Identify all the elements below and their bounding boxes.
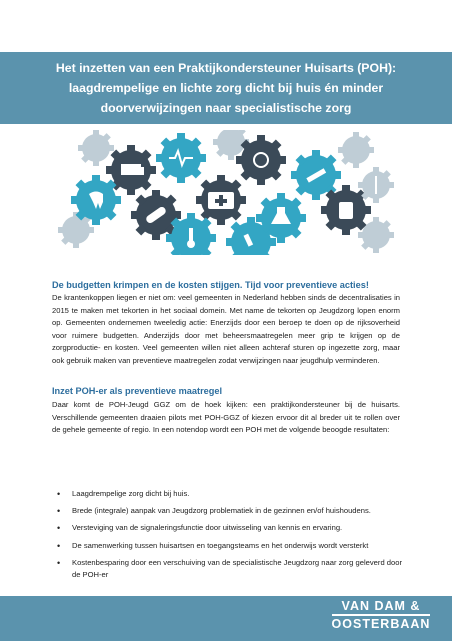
- section-paragraph-poh: Daar komt de POH-Jeugd GGZ om de hoek kijken: een praktijkondersteuner bij de huisarts. Verschillende gemeenten draaien pilots met POH-GGZ of kiezen ervoor dit al breder uit te rollen over de gehele gemeente of regio. In een notendop wordt een POH met de volgende beoogde resultaten:: [52, 400, 400, 435]
- heart-monitor-icon: [156, 133, 206, 183]
- medical-kit-icon: [196, 175, 246, 225]
- page-title: Het inzetten van een Praktijkondersteuner Huisarts (POH): laagdrempelige en lichte zorg dicht bij huis én minder doorverwijzingen naar specialistische zorg: [55, 61, 397, 115]
- bullet-icon: •: [57, 506, 61, 517]
- logo-line-1: VAN DAM &: [341, 599, 421, 613]
- pills-icon: [321, 185, 371, 235]
- list-item: • Laagdrempelige zorg dicht bij huis.: [57, 489, 190, 499]
- logo-divider: [332, 614, 430, 616]
- section-heading-poh: Inzet POH-er als preventieve maatregel: [52, 386, 223, 396]
- list-item: • Kostenbesparing door een verschuiving van de specialistische Jeugdzorg naar zorg geleverd door de POH-er: [57, 557, 402, 580]
- bullet-icon: •: [57, 557, 61, 568]
- bullet-icon: •: [57, 489, 61, 499]
- caduceus-icon: [358, 167, 394, 203]
- list-item: • De samenwerking tussen huisartsen en toegangsteams en het onderwijs wordt versterkt: [57, 540, 369, 551]
- bullet-icon: •: [57, 523, 61, 534]
- tooth-icon: [71, 175, 121, 225]
- logo-line-2: OOSTERBAAN: [331, 617, 431, 631]
- list-item: • Brede (integrale) aanpak van Jeugdzorg problematiek in de gezinnen en/of huishoudens.: [57, 506, 371, 517]
- stethoscope-icon: [236, 135, 286, 185]
- bullet-icon: •: [57, 540, 61, 551]
- section-paragraph-budgets: De krantenkoppen liegen er niet om: veel gemeenten in Nederland hebben sinds de decentralisaties in 2015 te maken met tekorten in het sociaal domein. Met name de tekorten op Jeugdzorg lopen enorm op. Gemeenten ondernemen tweeledig actie: Enerzijds door een beroep te doen op de rijksoverheid voor ruimere budgetten. Anderzijds door met beheersmaatregelen meer grip te krijgen op de zorgproductie- en kosten. Veel gemeenten willen niet alleen achteraf sturen op ingezette zorg, maar ook gebruik maken van preventieve maatregelen zodat verwijzingen naar jeugdhulp verminderen.: [52, 293, 400, 365]
- section-heading-budgets: De budgetten krimpen en de kosten stijgen. Tijd voor preventieve acties!: [52, 280, 369, 290]
- results-list: [52, 488, 402, 586]
- medical-gears-illustration: [56, 130, 396, 255]
- company-logo: [326, 599, 436, 632]
- list-item: • Versteviging van de signaleringsfunctie door uitwisseling van kennis en ervaring.: [57, 523, 343, 534]
